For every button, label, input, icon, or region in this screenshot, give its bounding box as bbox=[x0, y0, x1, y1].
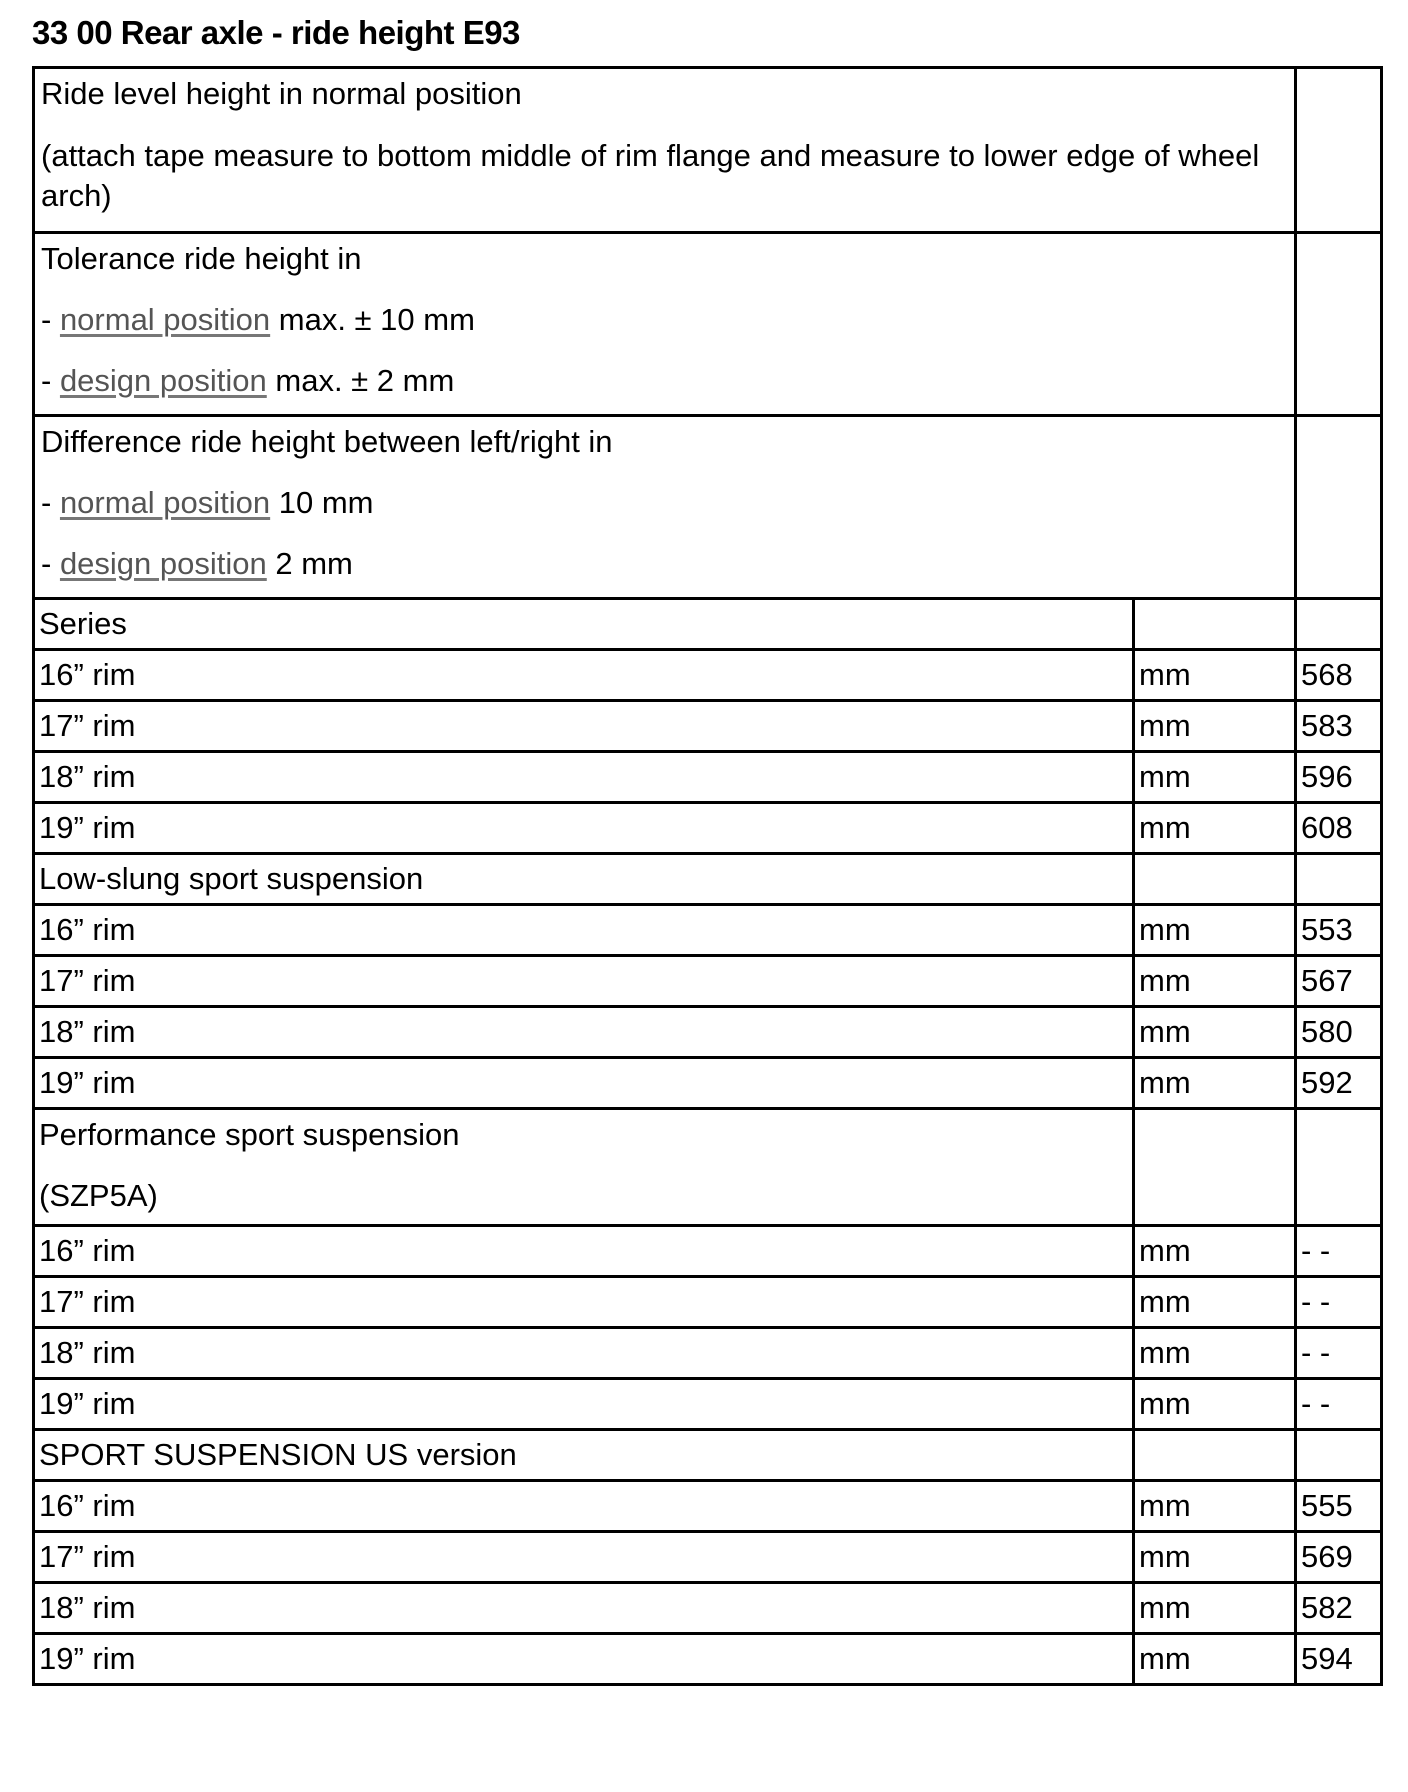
group-header-performance bbox=[34, 1109, 1382, 1226]
value-cell: 553 bbox=[1296, 905, 1382, 956]
group-name-line1: Performance sport suspension bbox=[39, 1117, 460, 1152]
note-tolerance-item-design: - design position max. ± 2 mm bbox=[41, 362, 455, 398]
table-row bbox=[34, 650, 1382, 701]
normal-position-link[interactable]: normal position bbox=[59, 301, 271, 337]
value-cell: 580 bbox=[1296, 1007, 1382, 1058]
note-difference-row bbox=[34, 416, 1382, 599]
unit-cell: mm bbox=[1134, 1634, 1296, 1685]
value-cell: 555 bbox=[1296, 1481, 1382, 1532]
rim-label: 18” rim bbox=[34, 1328, 1134, 1379]
note-empty-cell bbox=[1296, 68, 1382, 233]
value-cell: 583 bbox=[1296, 701, 1382, 752]
note-ride-level-line2: (attach tape measure to bottom middle of rim flange and measure to lower edge of wheel arch) bbox=[41, 137, 1260, 214]
unit-cell: mm bbox=[1134, 1277, 1296, 1328]
value-cell: 596 bbox=[1296, 752, 1382, 803]
unit-cell: mm bbox=[1134, 1058, 1296, 1109]
rim-label: 17” rim bbox=[34, 1277, 1134, 1328]
note-empty-cell bbox=[1296, 416, 1382, 599]
rim-label: 16” rim bbox=[34, 905, 1134, 956]
table-row bbox=[34, 701, 1382, 752]
group-name: Series bbox=[34, 599, 1134, 650]
empty-cell bbox=[1134, 1109, 1296, 1226]
rim-label: 18” rim bbox=[34, 1583, 1134, 1634]
ride-height-table bbox=[32, 66, 1383, 1686]
table-row bbox=[34, 803, 1382, 854]
value-cell: 569 bbox=[1296, 1532, 1382, 1583]
empty-cell bbox=[1134, 854, 1296, 905]
note-ride-level-line1: Ride level height in normal position bbox=[41, 76, 522, 111]
group-name bbox=[34, 1109, 1134, 1226]
page-title: 33 00 Rear axle - ride height E93 bbox=[32, 14, 520, 51]
note-empty-cell bbox=[1296, 233, 1382, 416]
note-difference-cell bbox=[34, 416, 1296, 599]
rim-label: 19” rim bbox=[34, 1058, 1134, 1109]
table-row bbox=[34, 1007, 1382, 1058]
group-header-low-slung bbox=[34, 854, 1382, 905]
group-name-line2: (SZP5A) bbox=[39, 1177, 158, 1213]
note-difference-item-design: - design position 2 mm bbox=[41, 545, 353, 581]
empty-cell bbox=[1134, 599, 1296, 650]
rim-label: 17” rim bbox=[34, 1532, 1134, 1583]
unit-cell: mm bbox=[1134, 1583, 1296, 1634]
empty-cell bbox=[1296, 854, 1382, 905]
table-row bbox=[34, 1634, 1382, 1685]
table-row bbox=[34, 1379, 1382, 1430]
table-row bbox=[34, 1277, 1382, 1328]
table-row bbox=[34, 1532, 1382, 1583]
value-cell: 567 bbox=[1296, 956, 1382, 1007]
empty-cell bbox=[1296, 599, 1382, 650]
unit-cell: mm bbox=[1134, 1379, 1296, 1430]
note-difference-item-normal: - normal position 10 mm bbox=[41, 484, 374, 520]
rim-label: 19” rim bbox=[34, 1634, 1134, 1685]
design-position-link[interactable]: design position bbox=[59, 362, 267, 398]
table-row bbox=[34, 905, 1382, 956]
rim-label: 18” rim bbox=[34, 1007, 1134, 1058]
table-row bbox=[34, 1058, 1382, 1109]
note-tolerance-row bbox=[34, 233, 1382, 416]
rim-label: 16” rim bbox=[34, 1226, 1134, 1277]
unit-cell: mm bbox=[1134, 803, 1296, 854]
note-tolerance-cell bbox=[34, 233, 1296, 416]
group-header-series bbox=[34, 599, 1382, 650]
unit-cell: mm bbox=[1134, 701, 1296, 752]
rim-label: 16” rim bbox=[34, 650, 1134, 701]
value-cell: - - bbox=[1296, 1328, 1382, 1379]
unit-cell: mm bbox=[1134, 1481, 1296, 1532]
group-header-us-version bbox=[34, 1430, 1382, 1481]
table-row bbox=[34, 956, 1382, 1007]
note-ride-level-cell bbox=[34, 68, 1296, 233]
value-cell: 592 bbox=[1296, 1058, 1382, 1109]
table-row bbox=[34, 1481, 1382, 1532]
value-cell: - - bbox=[1296, 1277, 1382, 1328]
value-cell: 582 bbox=[1296, 1583, 1382, 1634]
value-cell: 568 bbox=[1296, 650, 1382, 701]
group-name: Low-slung sport suspension bbox=[34, 854, 1134, 905]
group-name: SPORT SUSPENSION US version bbox=[34, 1430, 1134, 1481]
unit-cell: mm bbox=[1134, 956, 1296, 1007]
note-ride-level-row bbox=[34, 68, 1382, 233]
note-tolerance-heading: Tolerance ride height in bbox=[41, 241, 362, 276]
unit-cell: mm bbox=[1134, 650, 1296, 701]
table-row bbox=[34, 1328, 1382, 1379]
unit-cell: mm bbox=[1134, 752, 1296, 803]
value-cell: 594 bbox=[1296, 1634, 1382, 1685]
table-row bbox=[34, 752, 1382, 803]
unit-cell: mm bbox=[1134, 1532, 1296, 1583]
rim-label: 17” rim bbox=[34, 701, 1134, 752]
rim-label: 19” rim bbox=[34, 1379, 1134, 1430]
empty-cell bbox=[1296, 1109, 1382, 1226]
value-cell: - - bbox=[1296, 1379, 1382, 1430]
rim-label: 18” rim bbox=[34, 752, 1134, 803]
value-cell: - - bbox=[1296, 1226, 1382, 1277]
normal-position-link[interactable]: normal position bbox=[59, 484, 271, 520]
rim-label: 19” rim bbox=[34, 803, 1134, 854]
empty-cell bbox=[1296, 1430, 1382, 1481]
unit-cell: mm bbox=[1134, 1226, 1296, 1277]
value-cell: 608 bbox=[1296, 803, 1382, 854]
rim-label: 16” rim bbox=[34, 1481, 1134, 1532]
note-tolerance-item-normal: - normal position max. ± 10 mm bbox=[41, 301, 475, 337]
table-row bbox=[34, 1226, 1382, 1277]
table-row bbox=[34, 1583, 1382, 1634]
unit-cell: mm bbox=[1134, 1007, 1296, 1058]
design-position-link[interactable]: design position bbox=[59, 545, 267, 581]
unit-cell: mm bbox=[1134, 1328, 1296, 1379]
rim-label: 17” rim bbox=[34, 956, 1134, 1007]
note-difference-heading: Difference ride height between left/right in bbox=[41, 424, 613, 459]
unit-cell: mm bbox=[1134, 905, 1296, 956]
empty-cell bbox=[1134, 1430, 1296, 1481]
